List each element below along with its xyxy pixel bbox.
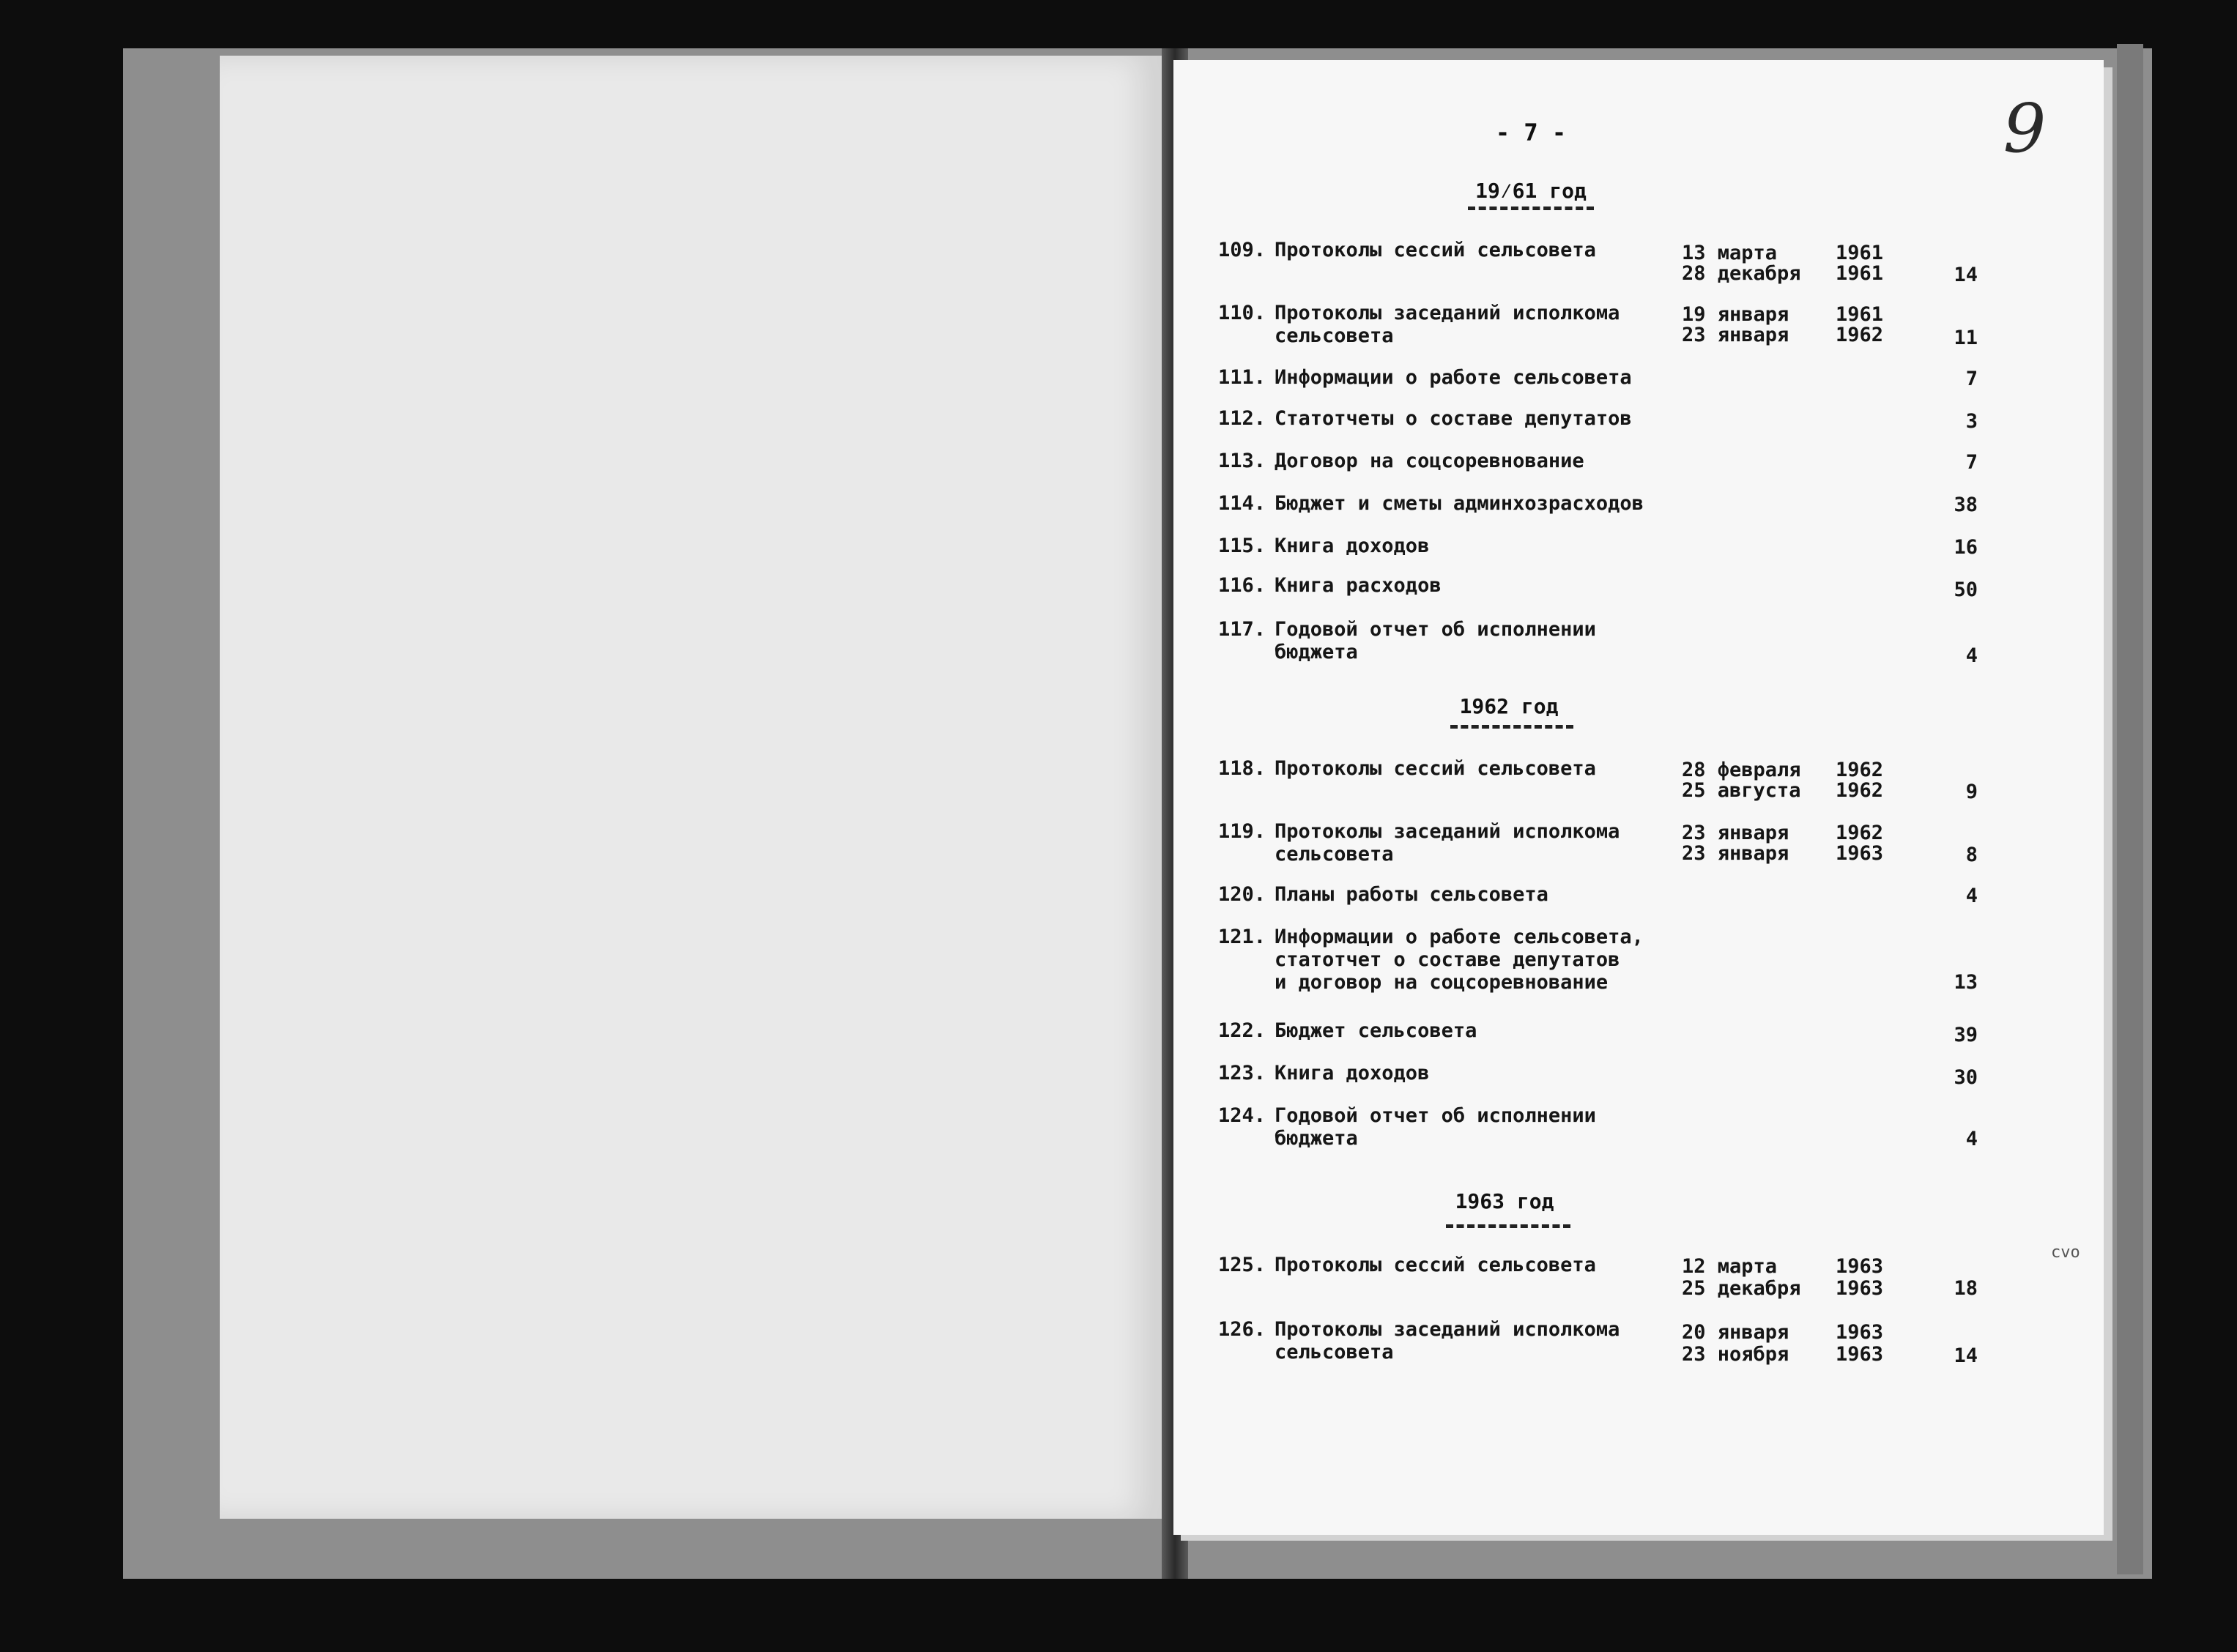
entry-year-start: 1963	[1836, 1255, 1884, 1278]
entry-year-start: 1962	[1836, 759, 1884, 781]
entry-sheet-count: 8	[1965, 844, 1978, 866]
entry-sheet-count: 39	[1954, 1024, 1978, 1046]
entry-title: Книга доходов	[1275, 535, 1430, 557]
entry-title: Книга расходов	[1275, 574, 1442, 597]
entry-year-start: 1963	[1836, 1321, 1884, 1344]
entry-date-end: 23 января	[1682, 324, 1789, 346]
entry-number: 115.	[1217, 535, 1266, 557]
entry-date-start: 13 марта	[1682, 242, 1778, 264]
entry-number: 124.	[1217, 1104, 1266, 1127]
entry-year-start: 1962	[1836, 822, 1884, 844]
entry-number: 109.	[1217, 239, 1266, 261]
entry-year-end: 1963	[1836, 1343, 1884, 1366]
entry-date-start: 12 марта	[1682, 1255, 1778, 1278]
entry-sheet-count: 11	[1954, 327, 1978, 349]
entry-date-end: 28 декабря	[1682, 262, 1801, 285]
entry-title: Бюджет и сметы админхозрасходов	[1275, 492, 1644, 515]
entry-sheet-count: 38	[1954, 494, 1978, 516]
entry-date-start: 23 января	[1682, 822, 1789, 844]
entry-sheet-count: 4	[1965, 644, 1978, 667]
entry-year-end: 1963	[1836, 842, 1884, 865]
entry-date-end: 25 августа	[1682, 779, 1801, 802]
entry-number: 121.	[1217, 926, 1266, 948]
entry-sheet-count: 7	[1965, 451, 1978, 474]
folio-number: 9	[2003, 89, 2047, 168]
entry-sheet-count: 18	[1954, 1277, 1978, 1300]
entry-number: 117.	[1217, 618, 1266, 641]
year-heading-1962: 1962 год	[1459, 694, 1559, 718]
entry-title: Годовой отчет об исполнении бюджета	[1275, 1104, 1596, 1150]
page-number: - 7 -	[1495, 119, 1567, 146]
entry-year-end: 1962	[1836, 324, 1884, 346]
binder-edge	[2117, 44, 2143, 1574]
entry-number: 119.	[1217, 820, 1266, 843]
entry-title: Протоколы заседаний исполкома сельсовета	[1275, 302, 1620, 347]
entry-number: 110.	[1217, 302, 1266, 324]
entry-title: Информации о работе сельсовета	[1275, 366, 1632, 389]
entry-number: 123.	[1217, 1062, 1266, 1084]
entry-number: 118.	[1217, 757, 1266, 780]
entry-sheet-count: 4	[1965, 1128, 1978, 1150]
entry-number: 125.	[1217, 1254, 1266, 1276]
entry-title: Протоколы заседаний исполкома сельсовета	[1275, 820, 1620, 866]
entry-sheet-count: 14	[1954, 1344, 1978, 1367]
entry-number: 113.	[1217, 450, 1266, 472]
entry-sheet-count: 9	[1965, 781, 1978, 803]
entry-date-end: 23 ноября	[1682, 1343, 1789, 1366]
entry-title: Протоколы сессий сельсовета	[1275, 1254, 1596, 1276]
entry-title: Протоколы сессий сельсовета	[1275, 757, 1596, 780]
entry-date-end: 25 декабря	[1682, 1277, 1801, 1300]
entry-sheet-count: 13	[1954, 971, 1978, 994]
entry-number: 114.	[1217, 492, 1266, 515]
left-page	[220, 56, 1162, 1519]
entry-title: Протоколы сессий сельсовета	[1275, 239, 1596, 261]
entry-number: 120.	[1217, 883, 1266, 906]
year-underline	[1468, 206, 1594, 210]
side-mark: cvo	[2051, 1243, 2080, 1262]
entry-sheet-count: 30	[1954, 1066, 1978, 1089]
entry-sheet-count: 4	[1965, 885, 1978, 907]
entry-year-end: 1961	[1836, 262, 1884, 285]
entry-date-start: 20 января	[1682, 1321, 1789, 1344]
entry-year-end: 1962	[1836, 779, 1884, 802]
entry-year-end: 1963	[1836, 1277, 1884, 1300]
entry-sheet-count: 50	[1954, 578, 1978, 601]
entry-sheet-count: 7	[1965, 368, 1978, 390]
year-underline	[1446, 1224, 1570, 1228]
year-heading-1963: 1963 год	[1455, 1189, 1554, 1213]
year-heading-1961: 19⁄61 год	[1475, 179, 1587, 203]
entry-title: Планы работы сельсовета	[1275, 883, 1548, 906]
entry-sheet-count: 14	[1954, 264, 1978, 286]
entry-date-start: 19 января	[1682, 303, 1789, 326]
entry-year-start: 1961	[1836, 303, 1884, 326]
entry-date-end: 23 января	[1682, 842, 1789, 865]
entry-number: 111.	[1217, 366, 1266, 389]
entry-number: 112.	[1217, 407, 1266, 430]
entry-title: Протоколы заседаний исполкома сельсовета	[1275, 1318, 1620, 1363]
entry-title: Книга доходов	[1275, 1062, 1430, 1084]
entry-year-start: 1961	[1836, 242, 1884, 264]
entry-sheet-count: 3	[1965, 410, 1978, 433]
entry-title: Бюджет сельсовета	[1275, 1019, 1477, 1042]
entry-title: Годовой отчет об исполнении бюджета	[1275, 618, 1596, 663]
entry-sheet-count: 16	[1954, 536, 1978, 559]
entry-date-start: 28 февраля	[1682, 759, 1801, 781]
entry-number: 126.	[1217, 1318, 1266, 1341]
entry-title: Статотчеты о составе депутатов	[1275, 407, 1632, 430]
year-underline	[1450, 725, 1573, 729]
entry-number: 116.	[1217, 574, 1266, 597]
entry-number: 122.	[1217, 1019, 1266, 1042]
entry-title: Информации о работе сельсовета, статотчет о составе депутатов и договор на соцсоревнование	[1275, 926, 1644, 994]
entry-title: Договор на соцсоревнование	[1275, 450, 1584, 472]
